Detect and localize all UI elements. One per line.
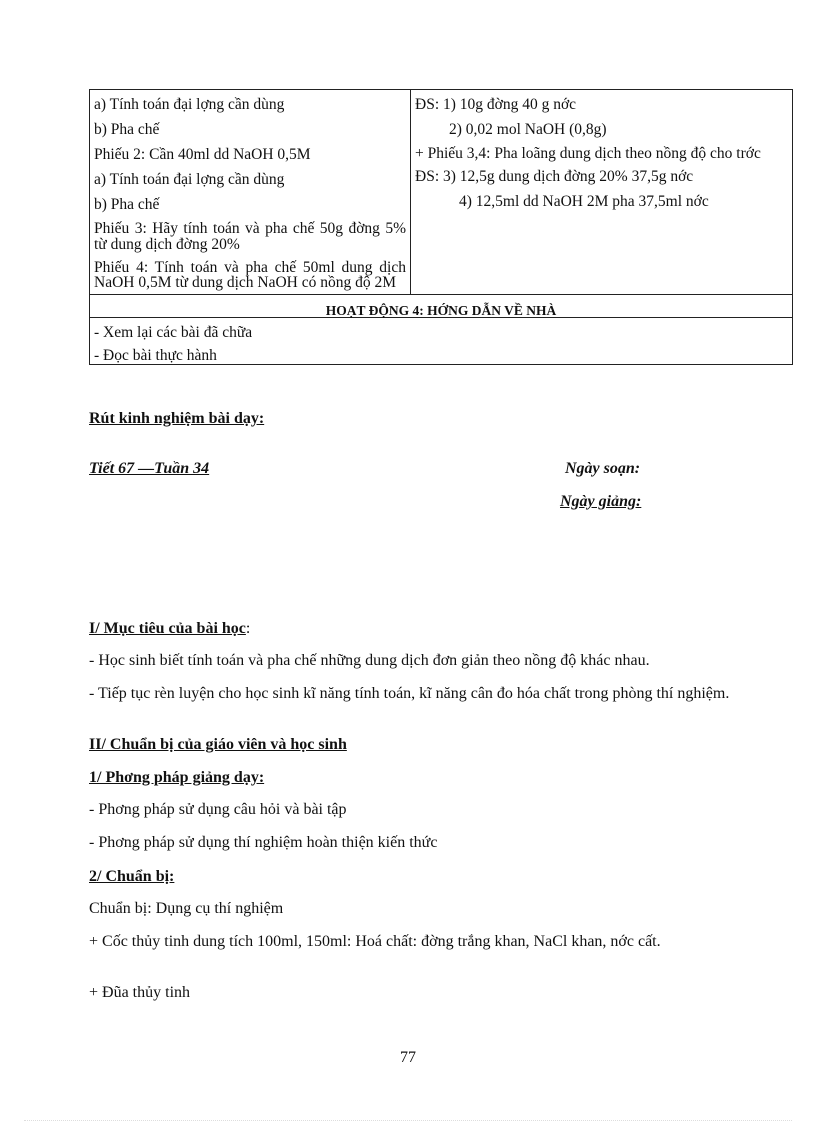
- exercise-table: [89, 89, 793, 365]
- left-item-1: a) Tính toán đại lợng cần dùng: [94, 96, 285, 113]
- rut-kinh-nghiem-heading: Rút kinh nghiệm bài dạy:: [89, 410, 265, 427]
- method-2: - Phơng pháp sử dụng thí nghiệm hoàn thiện kiến thức: [89, 834, 438, 851]
- methods-subheading: 1/ Phơng pháp giảng dạy:: [89, 769, 265, 786]
- right-item-3: + Phiếu 3,4: Pha loãng dung dịch theo nồng độ cho trớc: [415, 145, 761, 162]
- homework-item-1: - Xem lại các bài đã chữa: [94, 324, 253, 341]
- section1-heading-wrap: [89, 620, 250, 638]
- left-item-4: a) Tính toán đại lợng cần dùng: [94, 171, 285, 188]
- homework-item-2: - Đọc bài thực hành: [94, 347, 217, 364]
- footer-divider: [24, 1120, 792, 1121]
- right-item-5: 4) 12,5ml dd NaOH 2M pha 37,5ml nớc: [459, 193, 709, 210]
- page-number: 77: [400, 1049, 416, 1066]
- table-row: [90, 90, 793, 295]
- date-prepared-label: Ngày soạn:: [565, 460, 641, 477]
- method-1: - Phơng pháp sử dụng câu hỏi và bài tập: [89, 801, 347, 818]
- right-item-2: 2) 0,02 mol NaOH (0,8g): [449, 121, 607, 138]
- prep-3: + Đũa thủy tinh: [89, 984, 191, 1001]
- section1-heading: I/ Mục tiêu của bài học: [89, 620, 246, 637]
- left-item-5: b) Pha chế: [94, 196, 160, 213]
- left-item-7: Phiếu 4: Tính toán và pha chế 50ml dung dịch NaOH 0,5M từ dung dịch NaOH có nồng độ 2M: [94, 259, 406, 291]
- objective-2: - Tiếp tục rèn luyện cho học sinh kĩ năng tính toán, kĩ năng cân đo hóa chất trong phòng thí nghiệm.: [89, 685, 730, 702]
- prep-2: + Cốc thủy tinh dung tích 100ml, 150ml: Hoá chất: đờng trắng khan, NaCl khan, nớc cất.: [89, 933, 661, 950]
- homework-cell: [90, 318, 793, 365]
- left-item-2: b) Pha chế: [94, 121, 160, 138]
- prep-1: Chuẩn bị: Dụng cụ thí nghiệm: [89, 900, 284, 917]
- section1-colon: :: [245, 620, 251, 637]
- left-item-3: Phiếu 2: Cần 40ml dd NaOH 0,5M: [94, 146, 311, 163]
- date-taught-label: Ngày giảng:: [560, 493, 642, 510]
- right-item-4: ĐS: 3) 12,5g dung dịch đờng 20% 37,5g nớc: [415, 168, 694, 185]
- objective-1: - Học sinh biết tính toán và pha chế những dung dịch đơn giản theo nồng độ khác nhau.: [89, 652, 650, 669]
- section2-heading: II/ Chuẩn bị của giáo viên và học sinh: [89, 736, 347, 753]
- left-item-6: Phiếu 3: Hãy tính toán và pha chế 50g đờng 5% từ dung dịch đờng 20%: [94, 220, 406, 253]
- right-column-cell: [411, 90, 793, 295]
- activity-heading: HOẠT ĐỘNG 4: HỚNG DẪN VỀ NHÀ: [90, 295, 793, 318]
- right-item-1: ĐS: 1) 10g đờng 40 g nớc: [415, 96, 577, 113]
- lesson-number: Tiết 67 —Tuần 34: [89, 460, 210, 477]
- table-row: [90, 318, 793, 365]
- left-column-cell: [90, 90, 411, 295]
- prep-subheading: 2/ Chuẩn bị:: [89, 868, 175, 885]
- table-row: [90, 295, 793, 318]
